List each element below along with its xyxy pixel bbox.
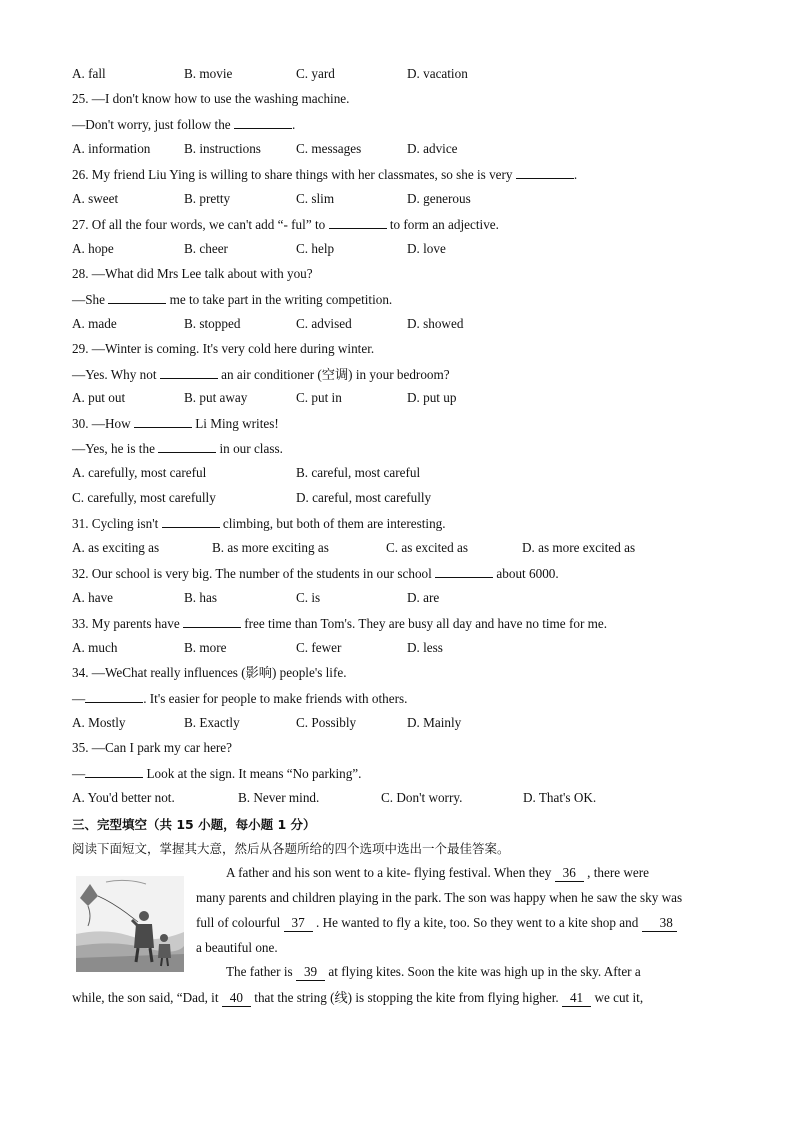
q25-option-d: D. advice: [407, 141, 458, 156]
blank: [85, 690, 143, 703]
blank: [516, 166, 574, 179]
blank-39: 39: [296, 964, 325, 981]
blank-36: 36: [555, 865, 584, 882]
passage-line-6: while, the son said, “Dad, it 40 that the string (线) is stopping the kite from flying higher. 41 we cut it,: [72, 990, 644, 1005]
blank: [329, 216, 387, 229]
q31-option-a: A. as exciting as: [72, 540, 160, 555]
q33-option-b: B. more: [184, 640, 227, 655]
q32-question: 32. Our school is very big. The number of the students in our school about 6000.: [72, 566, 559, 581]
q29-option-a: A. put out: [72, 390, 126, 405]
q30-option-c: C. carefully, most carefully: [72, 490, 216, 505]
q35-option-b: B. Never mind.: [238, 790, 320, 805]
q35-option-a: A. You'd better not.: [72, 790, 175, 805]
q34-option-b: B. Exactly: [184, 715, 240, 730]
blank: [183, 615, 241, 628]
q32-option-d: D. are: [407, 590, 440, 605]
blank: [85, 765, 143, 778]
blank-41: 41: [562, 990, 591, 1007]
q28-question: 28. —What did Mrs Lee talk about with you?: [72, 266, 313, 281]
blank-37: 37: [284, 915, 313, 932]
q34-option-c: C. Possibly: [296, 715, 357, 730]
q30-option-d: D. careful, most carefully: [296, 490, 432, 505]
q30-answer-line: —Yes, he is the in our class.: [72, 441, 283, 456]
q26-option-b: B. pretty: [184, 191, 231, 206]
blank: [162, 515, 220, 528]
q30-option-b: B. careful, most careful: [296, 465, 421, 480]
q34-option-d: D. Mainly: [407, 715, 462, 730]
q29-question: 29. —Winter is coming. It's very cold here during winter.: [72, 341, 375, 356]
q27-option-d: D. love: [407, 241, 446, 256]
q33-option-a: A. much: [72, 640, 118, 655]
q29-option-b: B. put away: [184, 390, 248, 405]
passage-line-3: full of colourful 37 . He wanted to fly a kite, too. So they went to a kite shop and 38: [196, 915, 677, 932]
q27-option-b: B. cheer: [184, 241, 228, 256]
q28-option-c: C. advised: [296, 316, 352, 331]
section-instruction: 阅读下面短文，掌握其大意，然后从各题所给的四个选项中选出一个最佳答案。: [72, 841, 510, 856]
passage-line-2: many parents and children playing in the park. The son was happy when he saw the sky was: [196, 890, 683, 905]
q30-question: 30. —How Li Ming writes!: [72, 416, 279, 431]
blank: [108, 291, 166, 304]
q29-option-c: C. put in: [296, 390, 342, 405]
q26-option-c: C. slim: [296, 191, 335, 206]
q25-option-c: C. messages: [296, 141, 362, 156]
blank: [160, 366, 218, 379]
q27-option-c: C. help: [296, 241, 335, 256]
q25-option-a: A. information: [72, 141, 151, 156]
q31-option-d: D. as more excited as: [522, 540, 636, 555]
q26-question: 26. My friend Liu Ying is willing to share things with her classmates, so she is very .: [72, 167, 578, 182]
q24-option-d: D. vacation: [407, 66, 468, 81]
q26-option-d: D. generous: [407, 191, 471, 206]
q24-option-c: C. yard: [296, 66, 335, 81]
q27-option-a: A. hope: [72, 241, 114, 256]
q25-answer-line: —Don't worry, just follow the .: [72, 117, 296, 132]
blank: [134, 415, 192, 428]
blank: [435, 565, 493, 578]
q24-option-a: A. fall: [72, 66, 106, 81]
q29-option-d: D. put up: [407, 390, 457, 405]
q35-question: 35. —Can I park my car here?: [72, 740, 233, 755]
q31-question: 31. Cycling isn't climbing, but both of them are interesting.: [72, 516, 446, 531]
q34-question: 34. —WeChat really influences (影响) people's life.: [72, 665, 347, 680]
q30-option-a: A. carefully, most careful: [72, 465, 207, 480]
passage-line-5: The father is 39 at flying kites. Soon the kite was high up in the sky. After a: [226, 964, 641, 979]
q28-answer-line: —She me to take part in the writing competition.: [72, 292, 393, 307]
q28-option-a: A. made: [72, 316, 117, 331]
q31-option-b: B. as more exciting as: [212, 540, 329, 555]
section-heading: 三、完型填空（共 15 小题，每小题 1 分）: [72, 817, 316, 832]
blank-40: 40: [222, 990, 251, 1007]
passage-line-4: a beautiful one.: [196, 940, 278, 955]
blank: [158, 440, 216, 453]
q25-option-b: B. instructions: [184, 141, 261, 156]
q28-option-d: D. showed: [407, 316, 464, 331]
q32-option-a: A. have: [72, 590, 114, 605]
q33-option-d: D. less: [407, 640, 443, 655]
q24-option-b: B. movie: [184, 66, 233, 81]
q33-question: 33. My parents have free time than Tom's. They are busy all day and have no time for me.: [72, 616, 608, 631]
q35-option-c: C. Don't worry.: [381, 790, 463, 805]
q33-option-c: C. fewer: [296, 640, 342, 655]
q25-question: 25. —I don't know how to use the washing machine.: [72, 91, 350, 106]
q35-answer-line: — Look at the sign. It means “No parking”.: [72, 766, 362, 781]
passage-line-1: A father and his son went to a kite- flying festival. When they 36 , there were: [226, 865, 649, 880]
q34-option-a: A. Mostly: [72, 715, 126, 730]
q27-question: 27. Of all the four words, we can't add “- ful” to to form an adjective.: [72, 217, 499, 232]
q34-answer-line: — . It's easier for people to make friends with others.: [72, 691, 408, 706]
q32-option-c: C. is: [296, 590, 321, 605]
q26-option-a: A. sweet: [72, 191, 119, 206]
q35-option-d: D. That's OK.: [523, 790, 597, 805]
q31-option-c: C. as excited as: [386, 540, 469, 555]
blank: [234, 116, 292, 129]
q29-answer-line: —Yes. Why not an air conditioner (空调) in your bedroom?: [72, 367, 450, 382]
blank-38: 38: [642, 915, 677, 932]
q28-option-b: B. stopped: [184, 316, 241, 331]
q32-option-b: B. has: [184, 590, 217, 605]
kite-flying-illustration-icon: [76, 876, 184, 972]
